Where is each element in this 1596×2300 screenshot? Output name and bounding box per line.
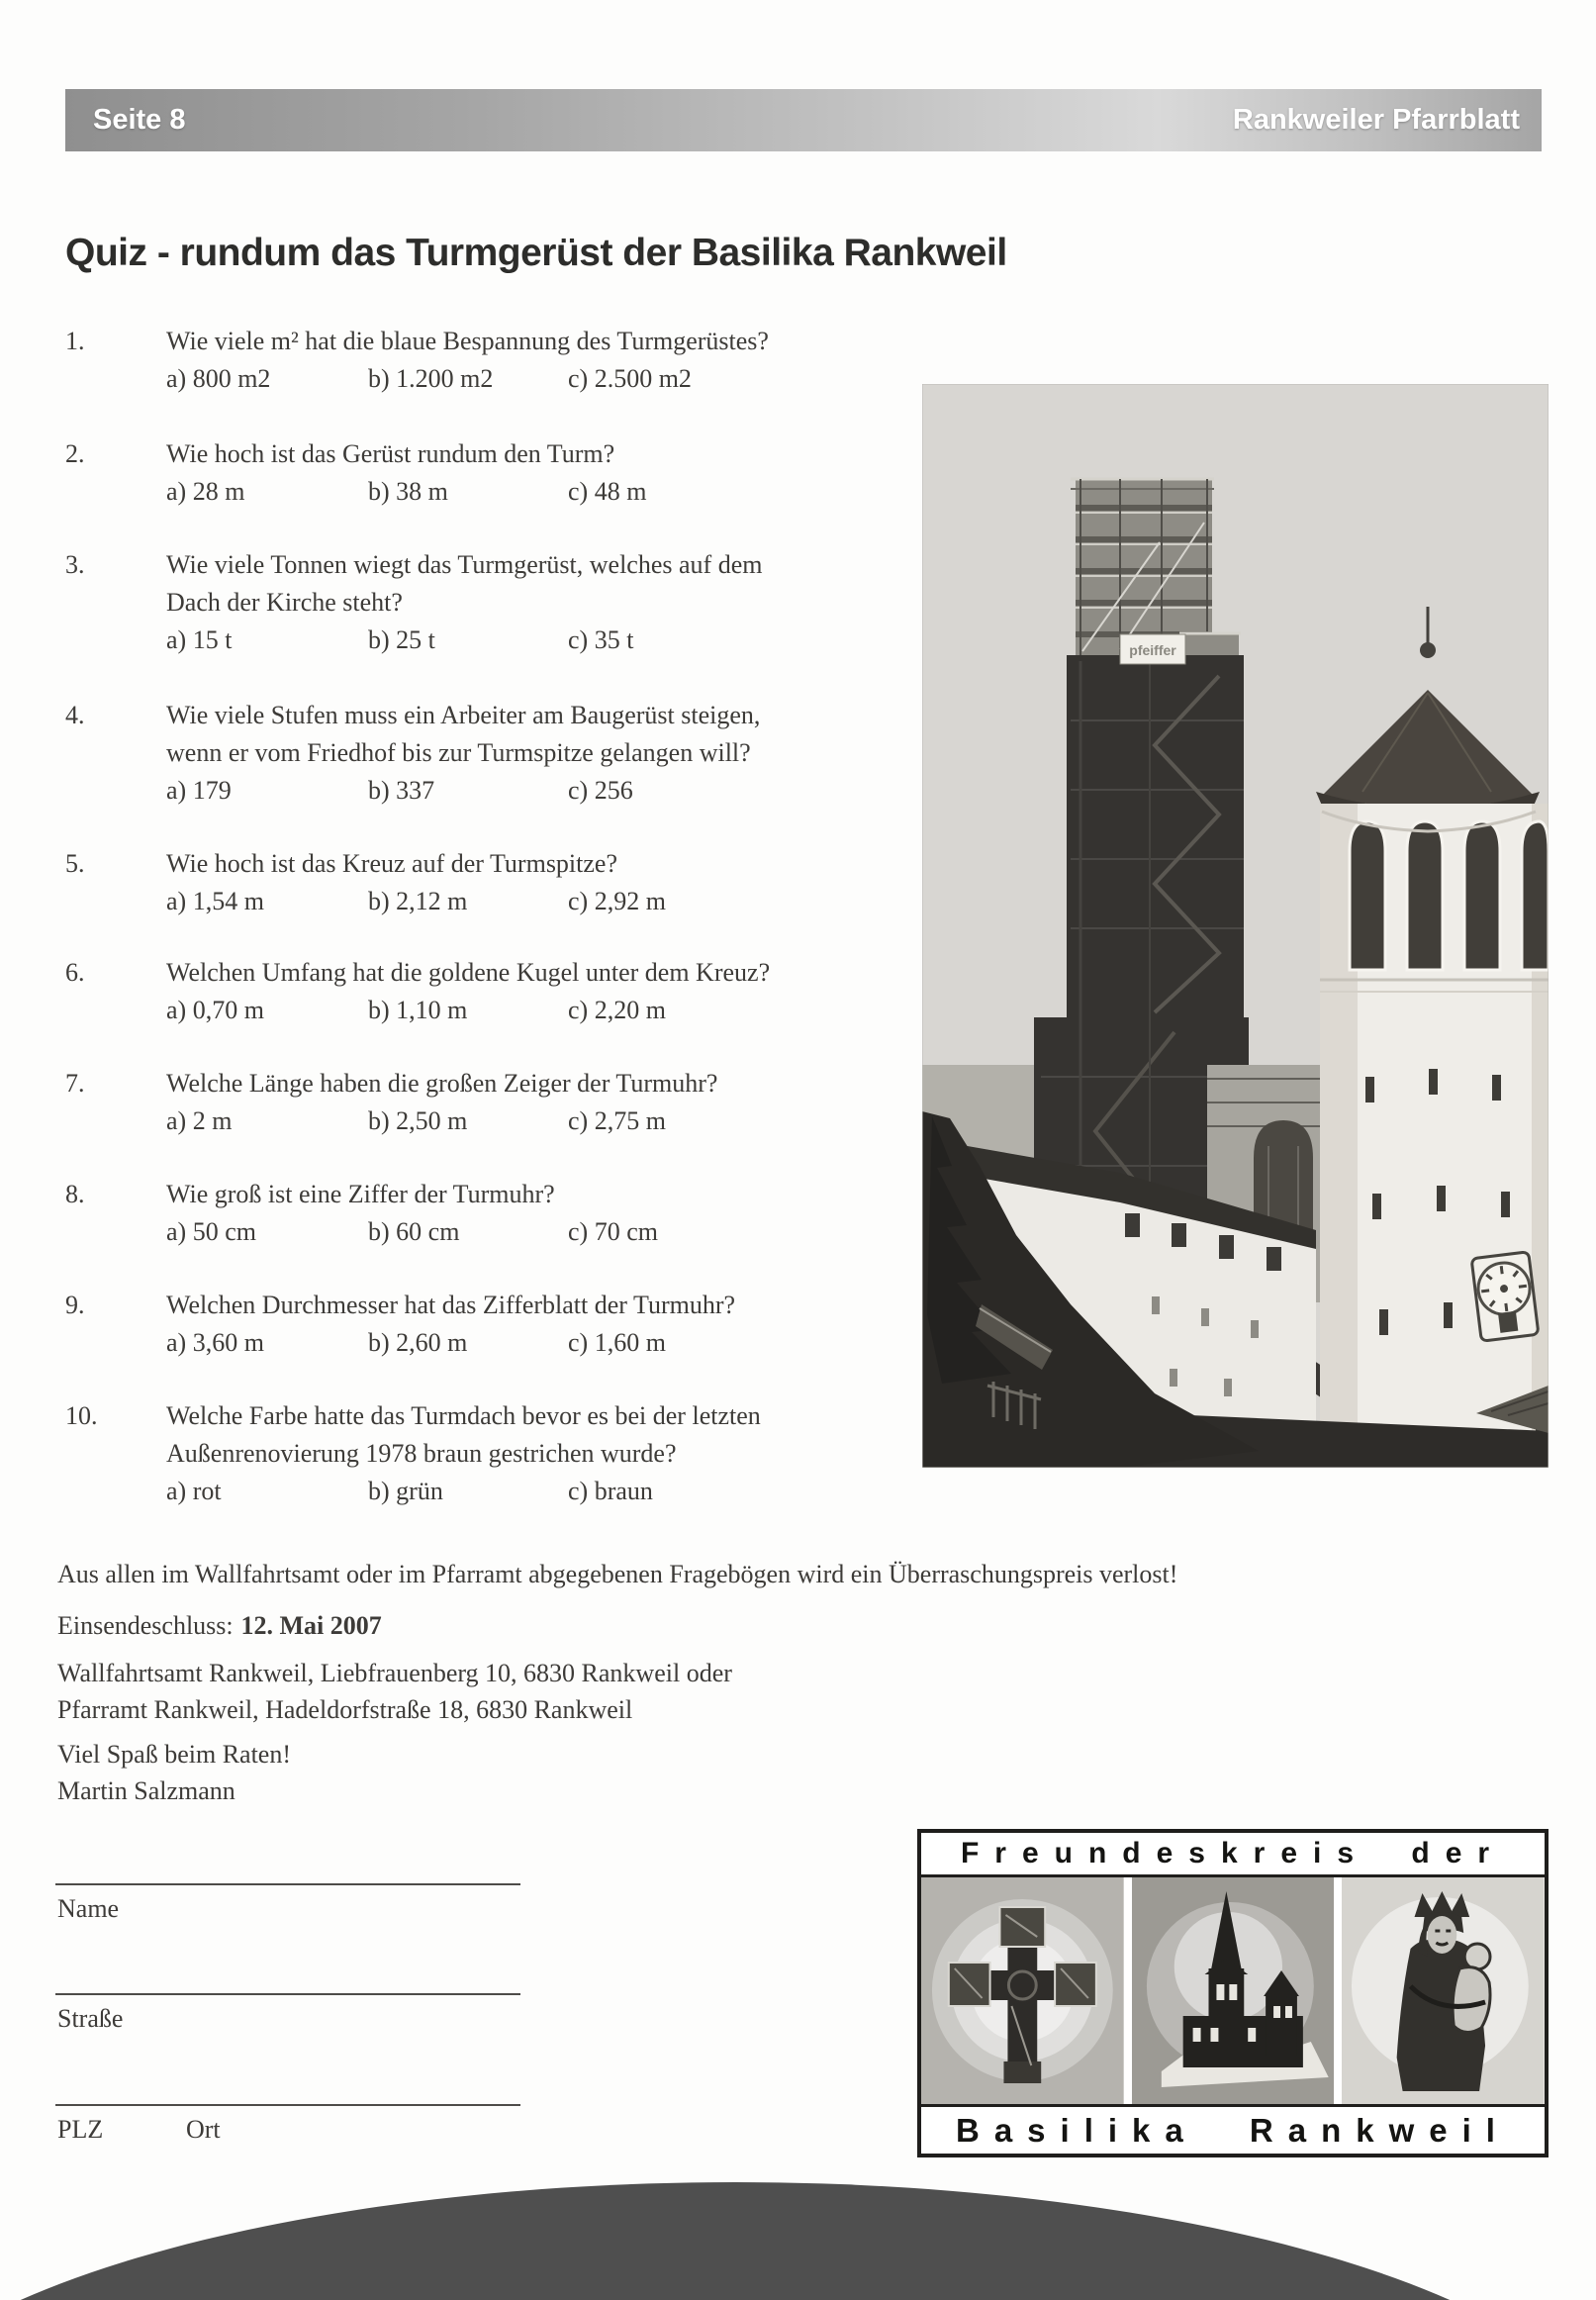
question-text: Welchen Durchmesser hat das Zifferblatt der Turmuhr? [166, 1291, 736, 1319]
answer-option-c: c) 48 m [568, 477, 647, 506]
freundeskreis-logo-box [917, 1829, 1549, 2157]
header-bar [65, 89, 1542, 151]
deadline-line [57, 1607, 382, 1644]
question-number: 10. [65, 1401, 98, 1430]
answer-option-a: a) 28 m [166, 477, 245, 506]
name-field-line [55, 1883, 520, 1885]
question-number: 5. [65, 849, 85, 878]
answer-row [166, 360, 928, 398]
cross-icon [921, 1877, 1124, 2104]
answer-option-b: b) 38 m [368, 477, 448, 506]
answer-option-b: b) 2,60 m [368, 1328, 468, 1357]
answer-option-c: c) 70 cm [568, 1217, 658, 1246]
answer-option-a: a) 179 [166, 776, 232, 805]
answer-option-c: c) 2,20 m [568, 996, 666, 1024]
answer-option-b: b) 2,12 m [368, 887, 468, 915]
answer-option-a: a) rot [166, 1477, 222, 1505]
answer-option-b: b) 60 cm [368, 1217, 460, 1246]
answer-row [166, 992, 928, 1029]
answer-option-a: a) 800 m2 [166, 364, 271, 393]
question-text: Welche Länge haben die großen Zeiger der Turmuhr? [166, 1069, 718, 1098]
question-number: 7. [65, 1069, 85, 1098]
logo-bottom-line: Basilika Rankweil [921, 2104, 1545, 2154]
answer-option-c: c) 35 t [568, 625, 634, 654]
answer-option-b: b) 2,50 m [368, 1106, 468, 1135]
answer-option-c: c) braun [568, 1477, 653, 1505]
bottom-arc-decoration [0, 2182, 1596, 2300]
prize-note: Aus allen im Wallfahrtsamt oder im Pfarramt abgegebenen Fragebögen wird ein Überraschungspreis verlost! [57, 1560, 1178, 1588]
question-text: wenn er vom Friedhof bis zur Turmspitze gelangen will? [166, 738, 751, 767]
question-text: Wie hoch ist das Gerüst rundum den Turm? [166, 439, 615, 468]
question-text: Wie viele Stufen muss ein Arbeiter am Baugerüst steigen, [166, 701, 761, 729]
answer-row [166, 1473, 928, 1510]
answer-row [166, 1102, 928, 1140]
address-line-2: Pfarramt Rankweil, Hadeldorfstraße 18, 6830 Rankweil [57, 1695, 633, 1724]
question-text: Welchen Umfang hat die goldene Kugel unter dem Kreuz? [166, 958, 771, 987]
logo-image-panels [921, 1877, 1545, 2104]
page-number: Seite 8 [93, 104, 186, 136]
answer-option-a: a) 15 t [166, 625, 233, 654]
madonna-image-panel [1342, 1877, 1545, 2104]
answer-option-b: b) grün [368, 1477, 443, 1505]
answer-row [166, 772, 928, 810]
street-field-line [55, 1993, 520, 1995]
plz-ort-field-line [55, 2104, 520, 2106]
tower-clock [1471, 1252, 1539, 1341]
madonna-and-child-icon [1342, 1877, 1545, 2104]
deadline-label: Einsendeschluss: [57, 1611, 234, 1640]
question-text: Wie viele m² hat die blaue Bespannung des Turmgerüstes? [166, 327, 769, 355]
answer-row [166, 622, 928, 659]
question-number: 9. [65, 1291, 85, 1319]
church-image-panel [1132, 1877, 1335, 2104]
answer-option-a: a) 3,60 m [166, 1328, 264, 1357]
page-title: Quiz - rundum das Turmgerüst der Basilika Rankweil [65, 232, 1007, 274]
publication-name: Rankweiler Pfarrblatt [1232, 104, 1520, 136]
svg-text:pfeiffer: pfeiffer [1129, 642, 1176, 658]
answer-option-b: b) 25 t [368, 625, 435, 654]
street-label: Straße [57, 2004, 124, 2033]
church-tower-photo [922, 384, 1549, 1468]
answer-option-c: c) 2,75 m [568, 1106, 666, 1135]
answer-option-b: b) 1,10 m [368, 996, 468, 1024]
question-number: 4. [65, 701, 85, 729]
signature: Martin Salzmann [57, 1776, 235, 1805]
church-icon [1132, 1877, 1335, 2104]
plz-label: PLZ [57, 2115, 104, 2144]
logo-top-line: Freundeskreis der [921, 1833, 1545, 1877]
ort-label: Ort [186, 2115, 221, 2144]
answer-option-b: b) 337 [368, 776, 435, 805]
deadline-date: 12. Mai 2007 [240, 1611, 382, 1640]
name-label: Name [57, 1894, 120, 1923]
question-text: Außenrenovierung 1978 braun gestrichen wurde? [166, 1439, 677, 1468]
answer-row [166, 883, 928, 920]
pfeiffer-banner [1120, 634, 1185, 664]
question-number: 6. [65, 958, 85, 987]
answer-row [166, 473, 928, 511]
answer-option-c: c) 2.500 m2 [568, 364, 692, 393]
question-number: 1. [65, 327, 85, 355]
cross-image-panel [921, 1877, 1124, 2104]
question-number: 2. [65, 439, 85, 468]
answer-option-a: a) 50 cm [166, 1217, 256, 1246]
question-text: Wie hoch ist das Kreuz auf der Turmspitze? [166, 849, 618, 878]
question-number: 8. [65, 1180, 85, 1208]
answer-option-b: b) 1.200 m2 [368, 364, 494, 393]
answer-option-c: c) 1,60 m [568, 1328, 666, 1357]
answer-option-a: a) 0,70 m [166, 996, 264, 1024]
question-text: Wie groß ist eine Ziffer der Turmuhr? [166, 1180, 555, 1208]
answer-option-c: c) 2,92 m [568, 887, 666, 915]
question-text: Wie viele Tonnen wiegt das Turmgerüst, welches auf dem [166, 550, 763, 579]
question-text: Dach der Kirche steht? [166, 588, 403, 617]
question-number: 3. [65, 550, 85, 579]
question-text: Welche Farbe hatte das Turmdach bevor es bei der letzten [166, 1401, 761, 1430]
closing-line: Viel Spaß beim Raten! [57, 1740, 291, 1769]
address-line-1: Wallfahrtsamt Rankweil, Liebfrauenberg 10, 6830 Rankweil oder [57, 1659, 732, 1687]
answer-row [166, 1324, 928, 1362]
answer-option-a: a) 2 m [166, 1106, 233, 1135]
answer-option-c: c) 256 [568, 776, 633, 805]
answer-option-a: a) 1,54 m [166, 887, 264, 915]
answer-row [166, 1213, 928, 1251]
